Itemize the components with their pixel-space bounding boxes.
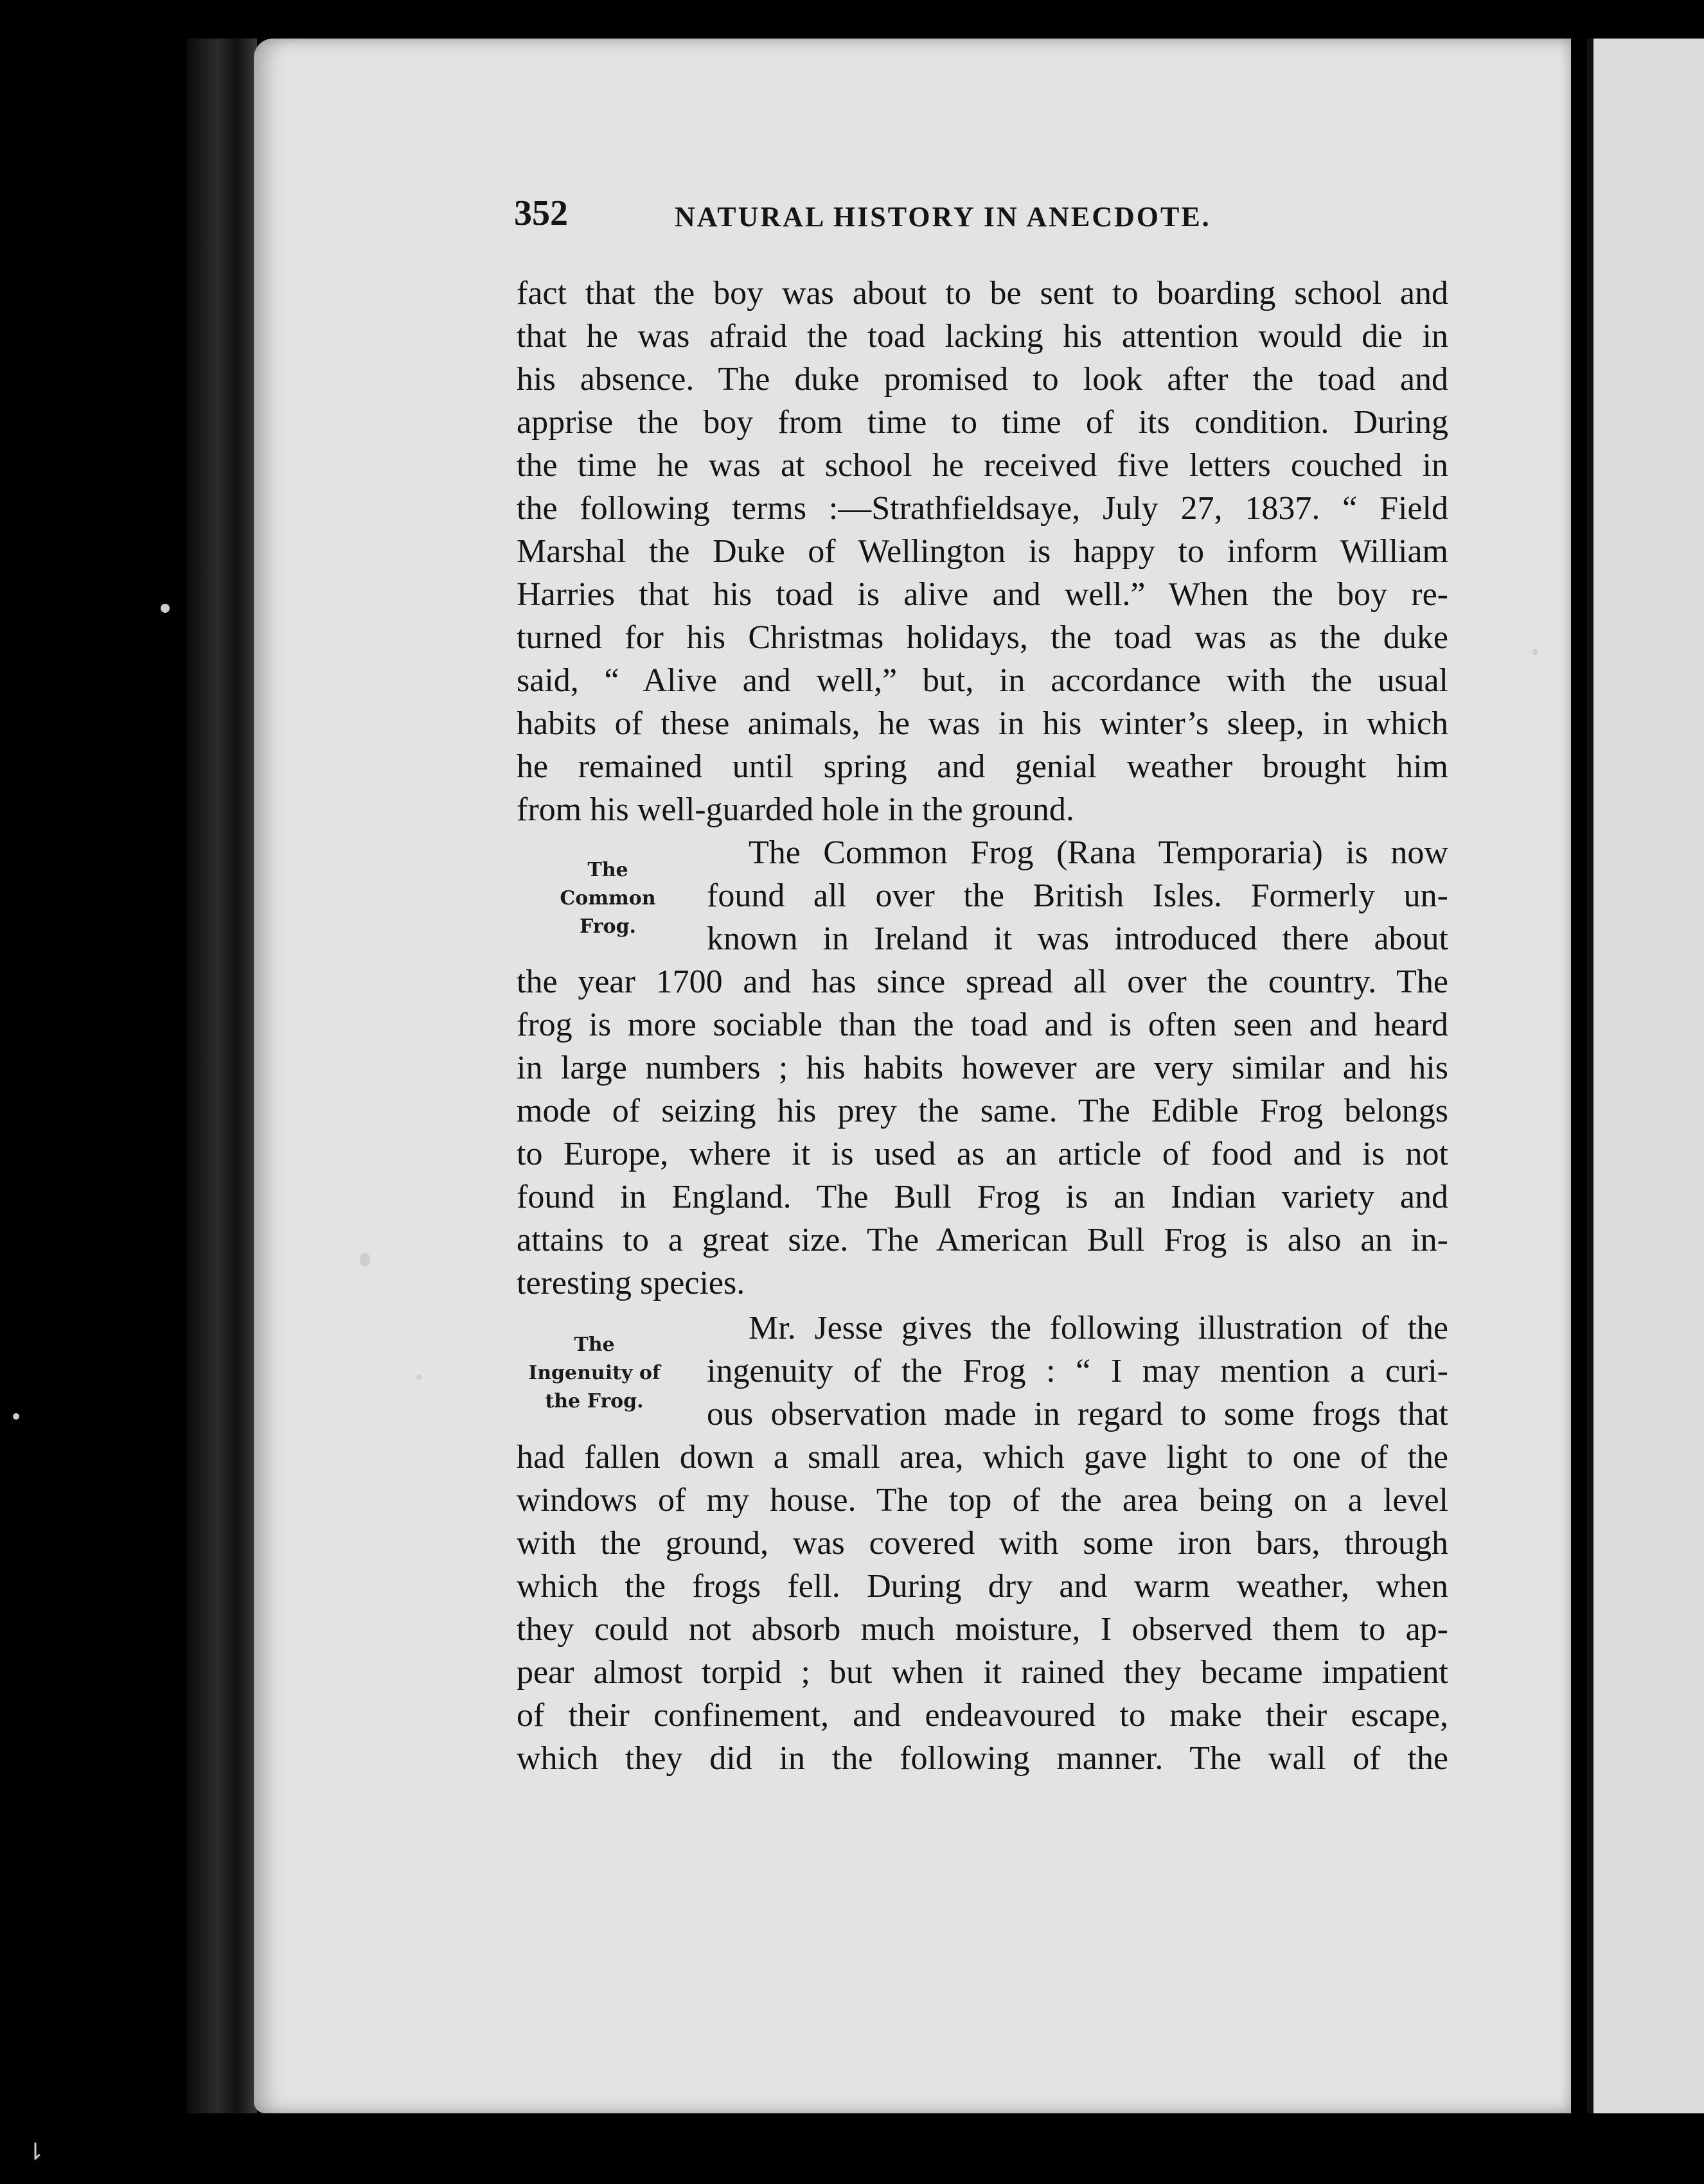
text-line: windows of my house. The top of the area being on a level [517, 1482, 1448, 1519]
margin-note-line: Frog. [579, 915, 636, 938]
scan-speck [360, 1253, 370, 1267]
text-line: pear almost torpid ; but when it rained they became impatient [517, 1654, 1448, 1691]
text-line: in large numbers ; his habits however are very similar and his [517, 1050, 1448, 1086]
text-line: ous observation made in regard to some frogs that [707, 1396, 1448, 1432]
text-line: fact that the boy was about to be sent to boarding school and [517, 275, 1448, 312]
text-line: found all over the British Isles. Formerly un- [707, 877, 1448, 914]
page-number: 352 [514, 193, 568, 233]
text-line: attains to a great size. The American Bull Frog is also an in- [517, 1222, 1448, 1258]
text-line: of their confinement, and endeavoured to make their escape, [517, 1697, 1448, 1734]
text-line: Harries that his toad is alive and well.” When the boy re- [517, 576, 1448, 613]
text-line: with the ground, was covered with some iron bars, through [517, 1525, 1448, 1562]
text-line: turned for his Christmas holidays, the toad was as the duke [517, 619, 1448, 656]
text-line: the following terms :—Strathfieldsaye, July 27, 1837. “ Field [517, 490, 1448, 527]
margin-note-common-frog [524, 856, 691, 941]
text-line: ingenuity of the Frog : “ I may mention a curi- [707, 1353, 1448, 1389]
margin-note-line: Common [560, 887, 656, 910]
scan-speck [161, 604, 170, 613]
text-line: known in Ireland it was introduced there about [707, 920, 1448, 957]
text-line: Mr. Jesse gives the following illustration of the [749, 1310, 1448, 1346]
scan-speck [1532, 649, 1538, 655]
text-line: teresting species. [517, 1265, 745, 1301]
text-line: that he was afraid the toad lacking his attention would die in [517, 318, 1448, 355]
margin-note-line: The [574, 1334, 615, 1356]
text-line: the year 1700 and has since spread all over the country. The [517, 964, 1448, 1000]
margin-note-line: the Frog. [545, 1390, 644, 1413]
margin-note-line: Ingenuity of [528, 1362, 661, 1384]
text-line: had fallen down a small area, which gave light to one of the [517, 1439, 1448, 1475]
text-line: from his well-guarded hole in the ground. [517, 791, 1074, 828]
facing-page-edge [1587, 39, 1704, 2113]
text-line: said, “ Alive and well,” but, in accordance with the usual [517, 662, 1448, 699]
running-title: NATURAL HISTORY IN ANECDOTE. [675, 201, 1211, 233]
text-line: habits of these animals, he was in his winter’s sleep, in which [517, 705, 1448, 742]
margin-note-ingenuity [511, 1331, 678, 1416]
text-line: apprise the boy from time to time of its condition. During [517, 404, 1448, 441]
book-spine [186, 39, 257, 2113]
page-header [514, 193, 1311, 244]
text-line: Marshal the Duke of Wellington is happy to inform William [517, 533, 1448, 570]
text-line: the time he was at school he received five letters couched in [517, 447, 1448, 484]
text-line: which the frogs fell. During dry and warm weather, when [517, 1568, 1448, 1605]
text-line: mode of seizing his prey the same. The Edible Frog belongs [517, 1093, 1448, 1129]
text-line: The Common Frog (Rana Temporaria) is now [749, 834, 1448, 871]
text-line: he remained until spring and genial weather brought him [517, 748, 1448, 785]
scan-speck [416, 1375, 422, 1380]
text-line: his absence. The duke promised to look after the toad and [517, 361, 1448, 398]
text-line: frog is more sociable than the toad and is often seen and heard [517, 1007, 1448, 1043]
text-line: found in England. The Bull Frog is an Indian variety and [517, 1179, 1448, 1215]
scan-speck [13, 1413, 19, 1420]
text-line: they could not absorb much moisture, I observed them to ap- [517, 1611, 1448, 1648]
text-line: to Europe, where it is used as an article of food and is not [517, 1136, 1448, 1172]
corner-mark-icon: ⇂ [26, 2139, 46, 2165]
margin-note-line: The [587, 859, 628, 881]
text-line: which they did in the following manner. The wall of the [517, 1740, 1448, 1777]
